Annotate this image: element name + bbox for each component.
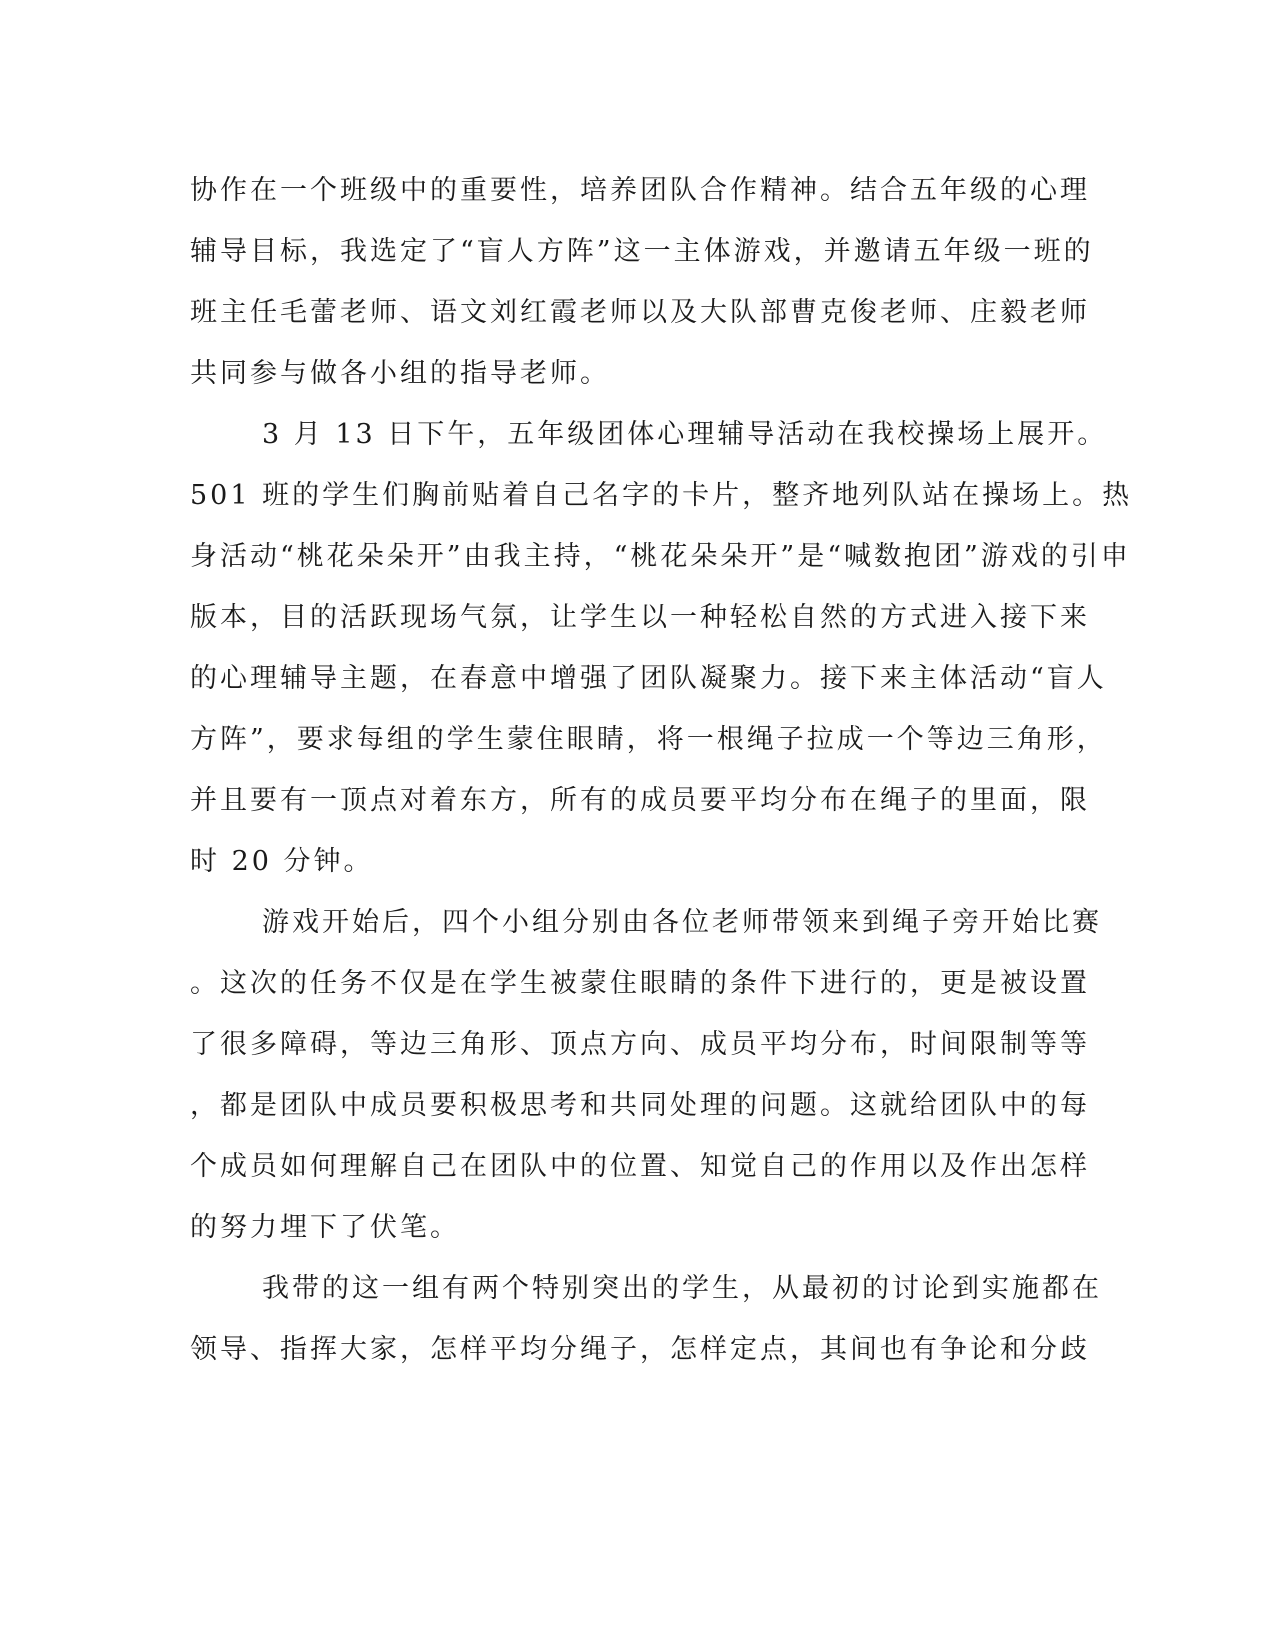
paragraph (190, 892, 1102, 1258)
text-line: 并且要有一顶点对着东方，所有的成员要平均分布在绳子的里面，限 (190, 785, 1090, 816)
text-line: ，都是团队中成员要积极思考和共同处理的问题。这就给团队中的每 (190, 1090, 1090, 1121)
text-line: 协作在一个班级中的重要性，培养团队合作精神。结合五年级的心理 (190, 175, 1090, 206)
text-line: 版本，目的活跃现场气氛，让学生以一种轻松自然的方式进入接下来 (190, 602, 1090, 633)
text-line: 游戏开始后，四个小组分别由各位老师带领来到绳子旁开始比赛 (262, 907, 1102, 938)
text-line: 。这次的任务不仅是在学生被蒙住眼睛的条件下进行的，更是被设置 (190, 968, 1090, 999)
text-line: 身活动“桃花朵朵开”由我主持，“桃花朵朵开”是“喊数抱团”游戏的引申 (190, 541, 1131, 572)
paragraph (190, 404, 1133, 892)
text-line: 501 班的学生们胸前贴着自己名字的卡片，整齐地列队站在操场上。热 (190, 480, 1133, 511)
text-line: 的心理辅导主题，在春意中增强了团队凝聚力。接下来主体活动“盲人 (190, 663, 1107, 694)
paragraph (190, 1258, 1102, 1380)
text-line: 辅导目标，我选定了“盲人方阵”这一主体游戏，并邀请五年级一班的 (190, 236, 1094, 267)
text-line: 班主任毛蕾老师、语文刘红霞老师以及大队部曹克俊老师、庄毅老师 (190, 297, 1090, 328)
document-body (190, 160, 1133, 1380)
text-line: 3 月 13 日下午，五年级团体心理辅导活动在我校操场上展开。 (262, 419, 1108, 450)
text-line: 共同参与做各小组的指导老师。 (190, 358, 610, 389)
text-line: 的努力埋下了伏笔。 (190, 1212, 460, 1243)
paragraph (190, 160, 1094, 404)
text-line: 时 20 分钟。 (190, 846, 374, 877)
text-line: 了很多障碍，等边三角形、顶点方向、成员平均分布，时间限制等等 (190, 1029, 1090, 1060)
text-line: 我带的这一组有两个特别突出的学生，从最初的讨论到实施都在 (262, 1273, 1102, 1304)
text-line: 领导、指挥大家，怎样平均分绳子，怎样定点，其间也有争论和分歧 (190, 1334, 1090, 1365)
text-line: 个成员如何理解自己在团队中的位置、知觉自己的作用以及作出怎样 (190, 1151, 1090, 1182)
text-line: 方阵”，要求每组的学生蒙住眼睛，将一根绳子拉成一个等边三角形， (190, 724, 1107, 755)
